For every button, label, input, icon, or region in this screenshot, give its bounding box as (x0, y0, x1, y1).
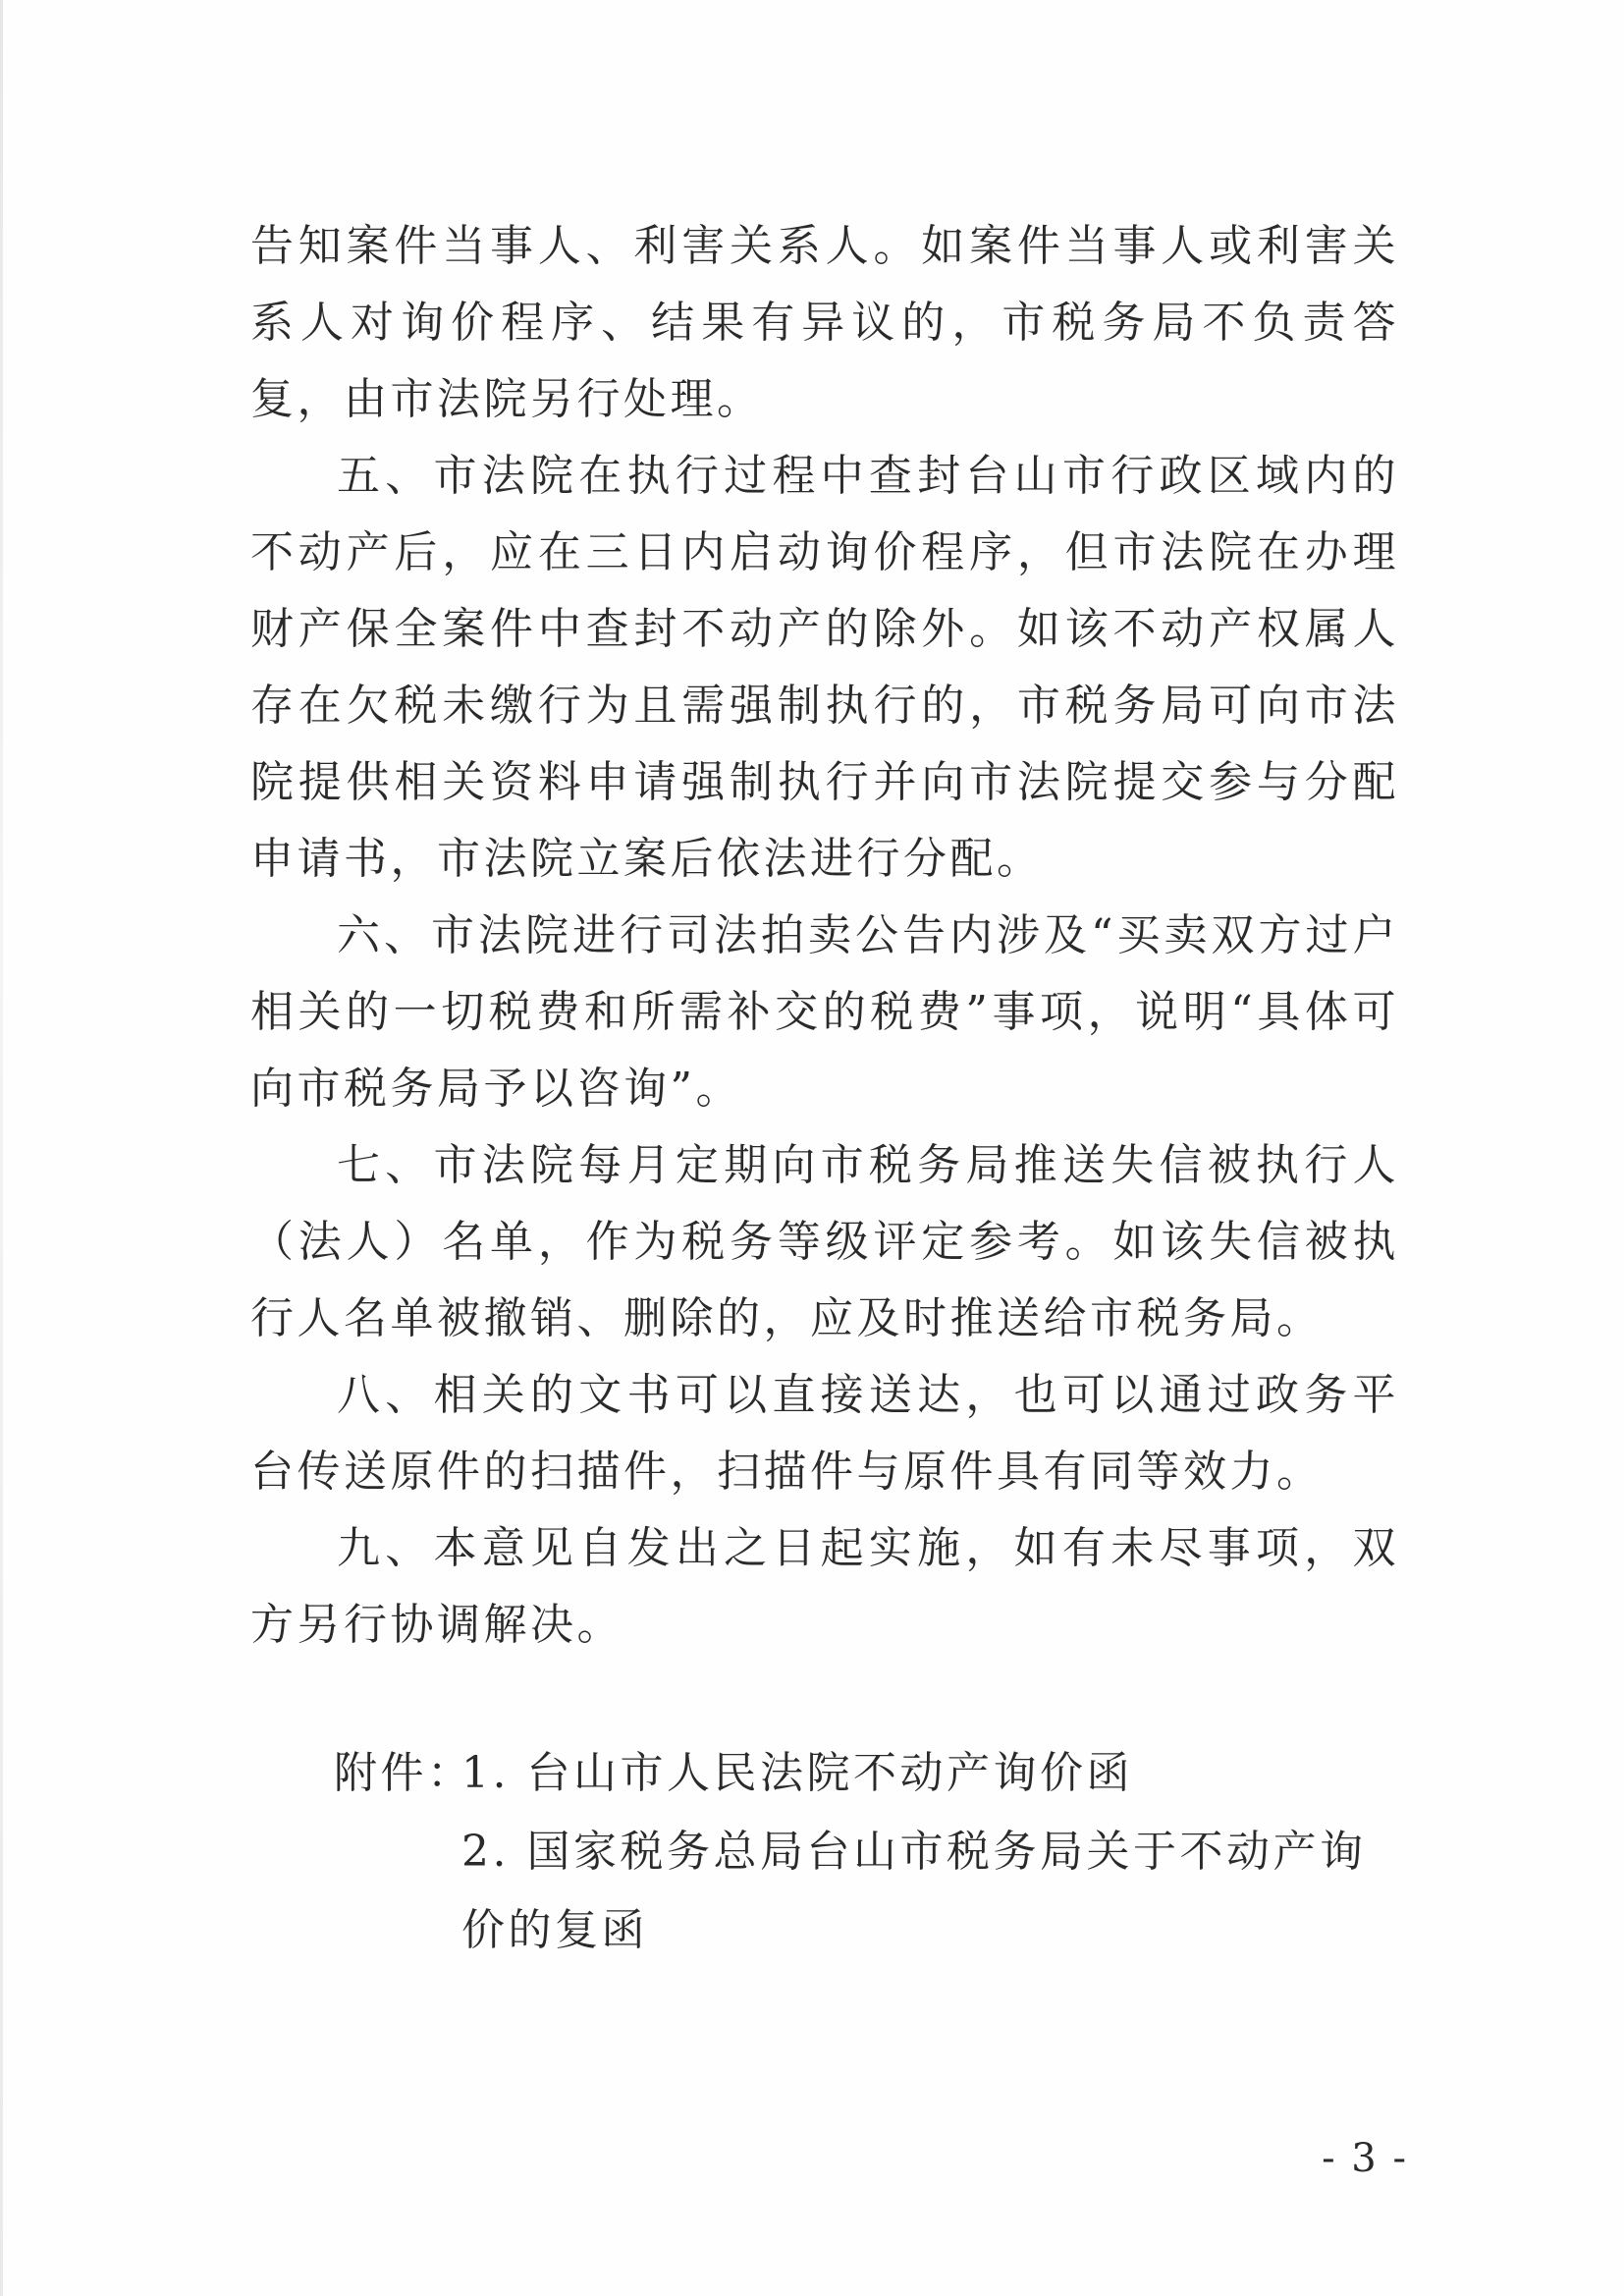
paragraph-continuation: 告知案件当事人、利害关系人。如案件当事人或利害关系人对询价程序、结果有异议的，市税务局不负责答复，由市法院另行处理。 (250, 221, 1399, 424)
attachment-item-1: 1. 台山市人民法院不动产询价函 (461, 1748, 1133, 1798)
attachment-item-2: 2. 国家税务总局台山市税务局关于不动产询价的复函 (461, 1827, 1367, 1955)
paragraph-item-7: 七、市法院每月定期向市税务局推送失信被执行人（法人）名单，作为税务等级评定参考。如该失信被执行人名单被撤销、删除的，应及时推送给市税务局。 (250, 1140, 1399, 1343)
page-number: - 3 - (1322, 2136, 1408, 2181)
scan-edge (0, 0, 3, 2296)
attachments-list (461, 1734, 1404, 1970)
attachments-section (334, 1734, 1404, 1970)
attachments-row (334, 1734, 1404, 1970)
attachments-label: 附件： (334, 1748, 474, 1798)
paragraph-item-6: 六、市法院进行司法拍卖公告内涉及“买卖双方过户相关的一切税费和所需补交的税费”事项，说明“具体可向市税务局予以咨询”。 (250, 910, 1399, 1114)
paragraph-item-8: 八、相关的文书可以直接送达，也可以通过政务平台传送原件的扫描件，扫描件与原件具有同等效力。 (250, 1370, 1399, 1497)
document-body (250, 208, 1399, 1664)
paragraph-item-9: 九、本意见自发出之日起实施，如有未尽事项，双方另行协调解决。 (250, 1523, 1399, 1650)
paragraph-item-5: 五、市法院在执行过程中查封台山市行政区域内的不动产后，应在三日内启动询价程序，但市法院在办理财产保全案件中查封不动产的除外。如该不动产权属人存在欠税未缴行为且需强制执行的，市税务局可向市法院提供相关资料申请强制执行并向市法院提交参与分配申请书，市法院立案后依法进行分配。 (250, 451, 1399, 884)
